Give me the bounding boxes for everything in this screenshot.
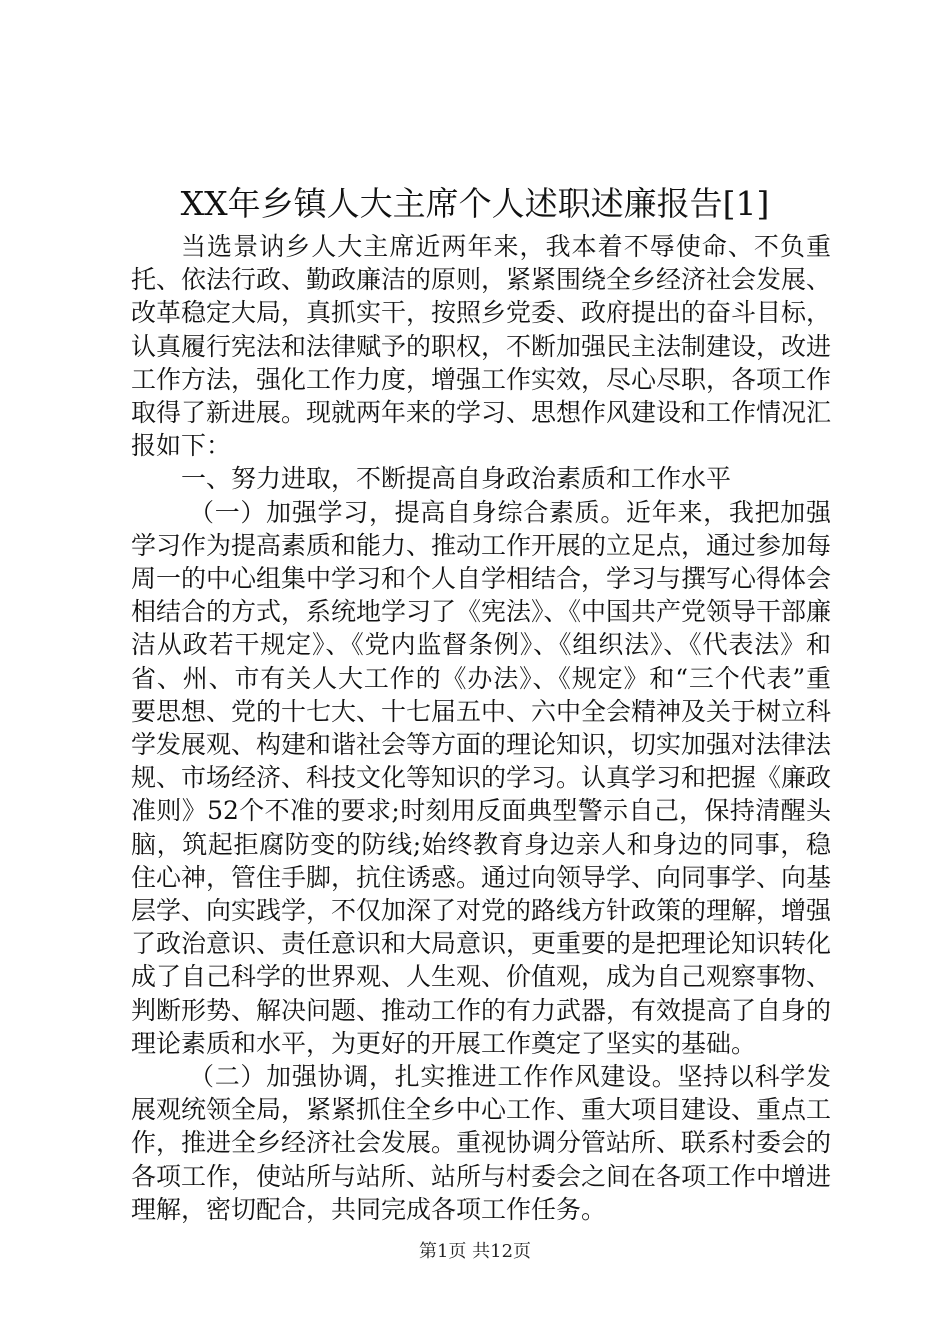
section-heading: 一、努力进取，不断提高自身政治素质和工作水平 — [181, 464, 732, 494]
subsection-paragraph-1: （一）加强学习，提高自身综合素质。近年来，我把加强学习作为提高素质和能力、推动工作开展的立足点，通过参加每周一的中心组集中学习和个人自学相结合，学习与撰写心得体会相结合的方式，系统地学习了《宪法》、《中国共产党领导干部廉洁从政若干规定》、《党内监督条例》、《组织法》、《代表法》和省、州、市有关人大工作的《办法》、《规定》和“三个代表”重要思想、党的十七大、十七届五中、六中全会精神及关于树立科学发展观、构建和谐社会等方面的理论知识，切实加强对法律法规、市场经济、科技文化等知识的学习。认真学习和把握《廉政准则》52个不准的要求;时刻用反面典型警示自己，保持清醒头脑，筑起拒腐防变的防线;始终教育身边亲人和身边的同事，稳住心神，管住手脚，抗住诱惑。通过向领导学、向同事学、向基层学、向实践学，不仅加深了对党的路线方针政策的理解，增强了政治意识、责任意识和大局意识，更重要的是把理论知识转化成了自己科学的世界观、人生观、价值观，成为自己观察事物、判断形势、解决问题、推动工作的有力武器，有效提高了自身的理论素质和水平，为更好的开展工作奠定了坚实的基础。 — [131, 497, 832, 1058]
document-title: XX年乡镇人大主席个人述职述廉报告[1] — [180, 184, 770, 223]
intro-paragraph: 当选景讷乡人大主席近两年来，我本着不辱使命、不负重托、依法行政、勤政廉洁的原则，紧紧围绕全乡经济社会发展、改革稳定大局，真抓实干，按照乡党委、政府提出的奋斗目标，认真履行宪法和法律赋予的职权，不断加强民主法制建设，改进工作方法，强化工作力度，增强工作实效，尽心尽职，各项工作取得了新进展。现就两年来的学习、思想作风建设和工作情况汇报如下： — [131, 232, 832, 461]
document-body — [131, 230, 831, 1226]
page-number-footer: 第1页 共12页 — [418, 1241, 532, 1262]
subsection-paragraph-2: （二）加强协调，扎实推进工作作风建设。坚持以科学发展观统领全局，紧紧抓住全乡中心工作、重大项目建设、重点工作，推进全乡经济社会发展。重视协调分管站所、联系村委会的各项工作，使站所与站所、站所与村委会之间在各项工作中增进理解，密切配合，共同完成各项工作任务。 — [131, 1062, 832, 1224]
